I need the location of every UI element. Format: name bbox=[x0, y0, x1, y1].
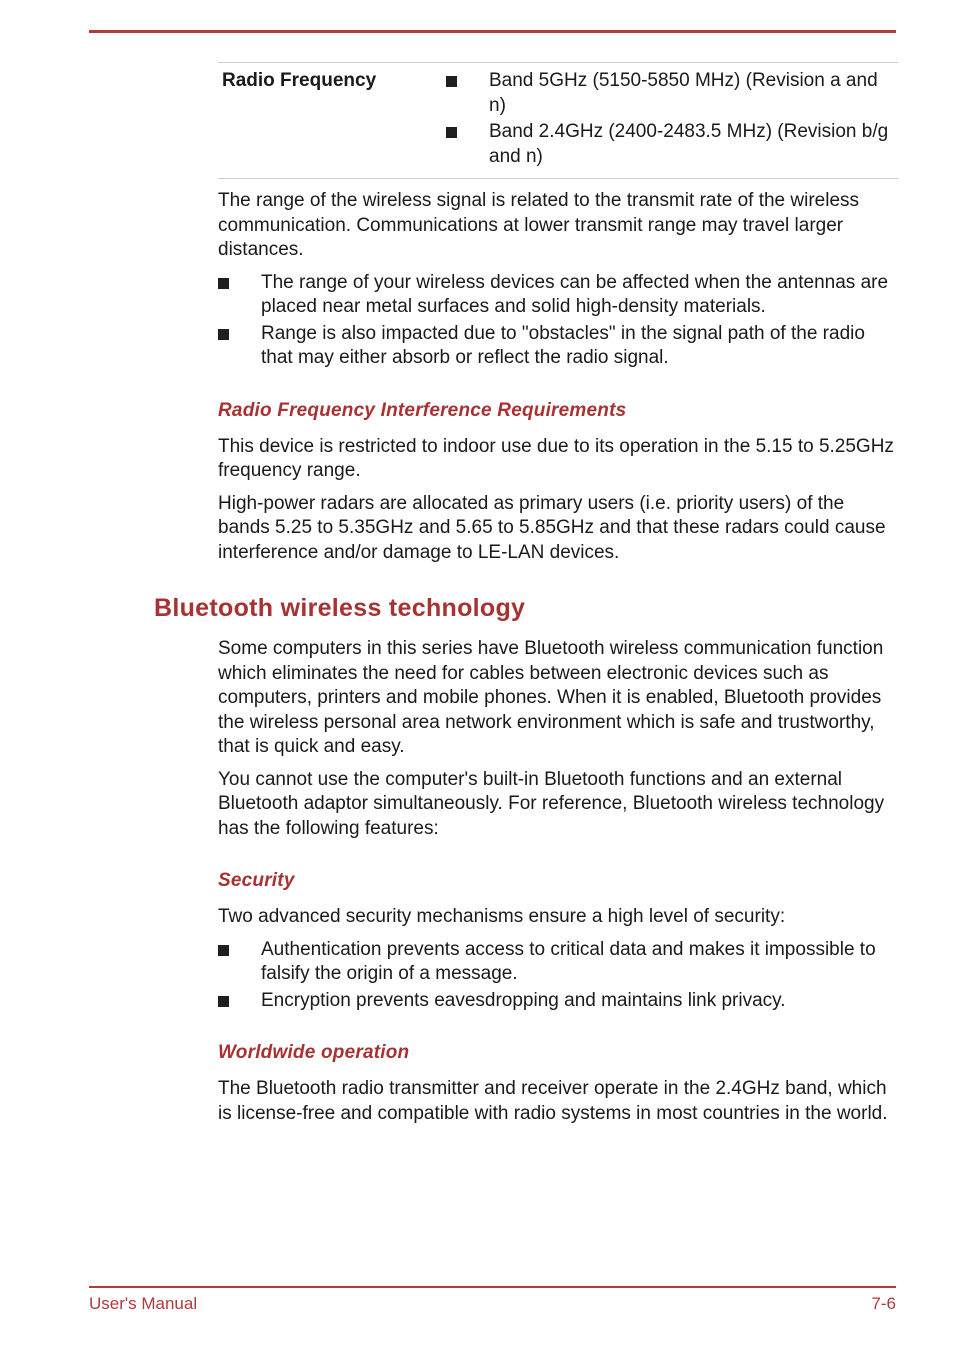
bluetooth-heading: Bluetooth wireless technology bbox=[154, 594, 526, 622]
range-paragraph: The range of the wireless signal is related to the transmit rate of the wireless communication. Communications at lower transmit range may travel larger distances. bbox=[218, 190, 860, 260]
rfi-heading: Radio Frequency Interference Requirements bbox=[218, 399, 627, 421]
bullet-square-icon bbox=[218, 329, 229, 340]
bullet-square-icon bbox=[218, 996, 229, 1007]
security-intro: Two advanced security mechanisms ensure a high level of security: bbox=[218, 906, 786, 927]
list-item bbox=[218, 271, 898, 320]
spec-value-text: Band 5GHz (5150-5850 MHz) (Revision a and n) bbox=[489, 70, 878, 116]
list-item bbox=[218, 322, 898, 371]
bullet-square-icon bbox=[446, 76, 457, 87]
spec-table bbox=[218, 62, 898, 179]
spec-value-list bbox=[446, 69, 898, 169]
footer-rule bbox=[89, 1286, 896, 1288]
bullet-square-icon bbox=[446, 127, 457, 138]
range-bullet-list bbox=[218, 271, 898, 371]
rfi-paragraph: This device is restricted to indoor use due to its operation in the 5.15 to 5.25GHz frequency range. bbox=[218, 435, 894, 481]
list-item bbox=[218, 989, 898, 1014]
list-item-text: Authentication prevents access to critical data and makes it impossible to falsify the origin of a message. bbox=[261, 938, 876, 984]
footer-page-number: 7-6 bbox=[871, 1294, 896, 1313]
header-rule bbox=[89, 30, 896, 33]
page-content bbox=[154, 62, 898, 1134]
spec-label: Radio Frequency bbox=[222, 70, 377, 91]
list-item bbox=[218, 938, 898, 987]
spec-value-item bbox=[446, 69, 898, 118]
bluetooth-paragraph: Some computers in this series have Bluetooth wireless communication function which eliminates the need for cables between electronic devices such as computers, printers and mobile phones. When it is enabled, Bluetooth provides the wireless personal area network environment which is safe and trustworthy, that is quick and easy. bbox=[218, 638, 884, 757]
bluetooth-paragraph: You cannot use the computer's built-in Bluetooth functions and an external Bluetooth adaptor simultaneously. For reference, Bluetooth wireless technology has the following features: bbox=[218, 768, 885, 839]
spec-value-item bbox=[446, 120, 898, 169]
list-item-text: The range of your wireless devices can be affected when the antennas are placed near metal surfaces and solid high-density materials. bbox=[261, 271, 889, 317]
worldwide-heading: Worldwide operation bbox=[218, 1042, 410, 1063]
list-item-text: Range is also impacted due to "obstacles" in the signal path of the radio that may either absorb or reflect the radio signal. bbox=[261, 322, 865, 368]
worldwide-paragraph: The Bluetooth radio transmitter and receiver operate in the 2.4GHz band, which is license-free and compatible with radio systems in most countries in the world. bbox=[218, 1078, 888, 1124]
spec-values bbox=[446, 69, 898, 171]
spec-value-text: Band 2.4GHz (2400-2483.5 MHz) (Revision b/g and n) bbox=[489, 121, 889, 167]
bullet-square-icon bbox=[218, 278, 229, 289]
list-item-text: Encryption prevents eavesdropping and maintains link privacy. bbox=[261, 989, 786, 1011]
security-bullet-list bbox=[218, 938, 898, 1014]
security-heading: Security bbox=[218, 870, 295, 891]
rfi-paragraph: High-power radars are allocated as primary users (i.e. priority users) of the bands 5.25 to 5.35GHz and 5.65 to 5.85GHz and that these radars could cause interference and/or damage to LE-LAN devices. bbox=[218, 492, 886, 563]
footer-manual-title: User's Manual bbox=[89, 1294, 198, 1313]
bullet-square-icon bbox=[218, 945, 229, 956]
